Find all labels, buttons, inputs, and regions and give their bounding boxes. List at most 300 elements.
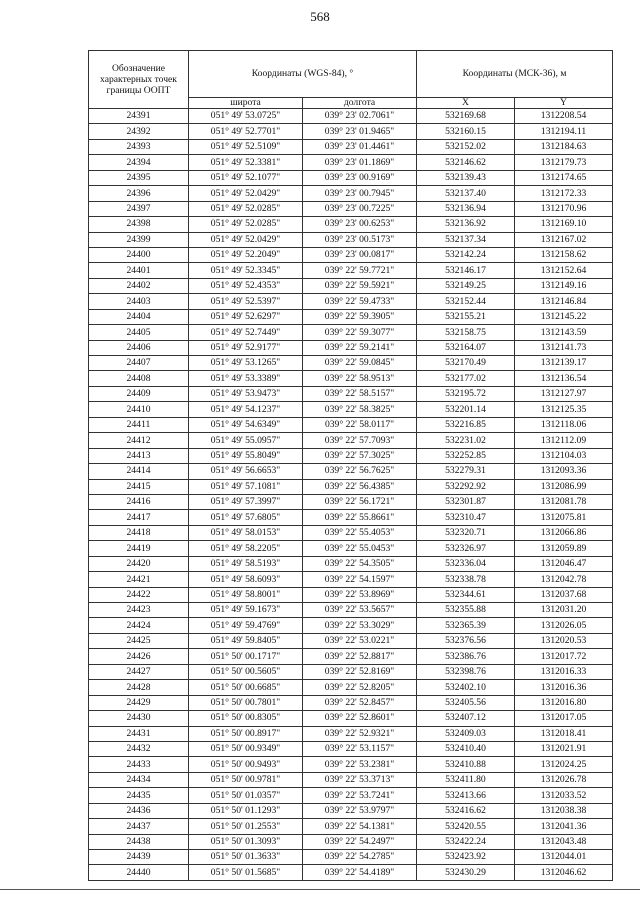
- cell-y: 1312046.47: [515, 556, 613, 571]
- table-row: [89, 618, 613, 633]
- cell-longitude: 039° 22' 52.8817": [303, 649, 417, 664]
- cell-point-id: 24437: [89, 819, 189, 834]
- cell-longitude: 039° 22' 52.8169": [303, 664, 417, 679]
- cell-x: 532169.68: [417, 109, 515, 124]
- table-row: [89, 726, 613, 741]
- table-row: [89, 417, 613, 432]
- cell-x: 532355.88: [417, 603, 515, 618]
- cell-x: 532158.75: [417, 325, 515, 340]
- cell-point-id: 24401: [89, 263, 189, 278]
- cell-y: 1312046.62: [515, 865, 613, 880]
- table-row: [89, 309, 613, 324]
- cell-point-id: 24418: [89, 525, 189, 540]
- table-row: [89, 386, 613, 401]
- table-row: [89, 433, 613, 448]
- cell-y: 1312149.16: [515, 278, 613, 293]
- cell-x: 532252.85: [417, 448, 515, 463]
- cell-latitude: 051° 50' 00.9781": [189, 772, 303, 787]
- cell-x: 532137.40: [417, 186, 515, 201]
- table-row: [89, 201, 613, 216]
- cell-point-id: 24426: [89, 649, 189, 664]
- cell-longitude: 039° 23' 00.7225": [303, 201, 417, 216]
- table-row: [89, 633, 613, 648]
- table-row: [89, 603, 613, 618]
- cell-x: 532405.56: [417, 695, 515, 710]
- table-row: [89, 494, 613, 509]
- cell-longitude: 039° 22' 59.5921": [303, 278, 417, 293]
- cell-x: 532177.02: [417, 371, 515, 386]
- table-row: [89, 541, 613, 556]
- cell-latitude: 051° 50' 01.0357": [189, 788, 303, 803]
- table-row: [89, 525, 613, 540]
- cell-longitude: 039° 22' 59.2141": [303, 340, 417, 355]
- cell-x: 532411.80: [417, 772, 515, 787]
- table-row: [89, 402, 613, 417]
- cell-point-id: 24417: [89, 510, 189, 525]
- cell-latitude: 051° 49' 57.6805": [189, 510, 303, 525]
- cell-latitude: 051° 49' 55.0957": [189, 433, 303, 448]
- table-body: [89, 109, 613, 881]
- cell-point-id: 24405: [89, 325, 189, 340]
- cell-x: 532231.02: [417, 433, 515, 448]
- cell-y: 1312104.03: [515, 448, 613, 463]
- cell-longitude: 039° 22' 53.0221": [303, 633, 417, 648]
- cell-longitude: 039° 22' 54.1597": [303, 572, 417, 587]
- cell-x: 532279.31: [417, 464, 515, 479]
- cell-x: 532410.88: [417, 757, 515, 772]
- cell-x: 532139.43: [417, 170, 515, 185]
- cell-point-id: 24393: [89, 139, 189, 154]
- cell-latitude: 051° 49' 52.7701": [189, 124, 303, 139]
- table-row: [89, 340, 613, 355]
- cell-point-id: 24430: [89, 711, 189, 726]
- cell-y: 1312041.36: [515, 819, 613, 834]
- cell-x: 532420.55: [417, 819, 515, 834]
- cell-longitude: 039° 23' 02.7061": [303, 109, 417, 124]
- cell-latitude: 051° 50' 01.5685": [189, 865, 303, 880]
- cell-x: 532152.02: [417, 139, 515, 154]
- table-row: [89, 325, 613, 340]
- cell-point-id: 24409: [89, 386, 189, 401]
- cell-x: 532164.07: [417, 340, 515, 355]
- cell-y: 1312118.06: [515, 417, 613, 432]
- table-row: [89, 711, 613, 726]
- cell-latitude: 051° 49' 59.4769": [189, 618, 303, 633]
- cell-latitude: 051° 49' 57.1081": [189, 479, 303, 494]
- cell-longitude: 039° 23' 00.6253": [303, 217, 417, 232]
- cell-longitude: 039° 22' 52.8601": [303, 711, 417, 726]
- cell-latitude: 051° 50' 01.3093": [189, 834, 303, 849]
- table-row: [89, 217, 613, 232]
- cell-y: 1312112.09: [515, 433, 613, 448]
- cell-y: 1312044.01: [515, 850, 613, 865]
- cell-latitude: 051° 50' 00.5605": [189, 664, 303, 679]
- cell-y: 1312031.20: [515, 603, 613, 618]
- cell-longitude: 039° 22' 53.5657": [303, 603, 417, 618]
- table-row: [89, 232, 613, 247]
- cell-point-id: 24414: [89, 464, 189, 479]
- cell-point-id: 24439: [89, 850, 189, 865]
- cell-y: 1312021.91: [515, 741, 613, 756]
- cell-longitude: 039° 22' 58.0117": [303, 417, 417, 432]
- coordinates-table: [88, 50, 613, 881]
- cell-longitude: 039° 22' 53.2381": [303, 757, 417, 772]
- cell-x: 532137.34: [417, 232, 515, 247]
- cell-y: 1312020.53: [515, 633, 613, 648]
- cell-point-id: 24429: [89, 695, 189, 710]
- cell-point-id: 24402: [89, 278, 189, 293]
- cell-x: 532410.40: [417, 741, 515, 756]
- cell-longitude: 039° 22' 59.0845": [303, 356, 417, 371]
- cell-point-id: 24410: [89, 402, 189, 417]
- cell-y: 1312016.80: [515, 695, 613, 710]
- table-row: [89, 865, 613, 880]
- cell-y: 1312158.62: [515, 247, 613, 262]
- cell-latitude: 051° 49' 52.0429": [189, 232, 303, 247]
- cell-x: 532310.47: [417, 510, 515, 525]
- cell-point-id: 24438: [89, 834, 189, 849]
- cell-point-id: 24415: [89, 479, 189, 494]
- cell-latitude: 051° 50' 00.8305": [189, 711, 303, 726]
- table-row: [89, 680, 613, 695]
- cell-latitude: 051° 49' 56.6653": [189, 464, 303, 479]
- cell-latitude: 051° 49' 54.1237": [189, 402, 303, 417]
- cell-latitude: 051° 49' 52.5397": [189, 294, 303, 309]
- table-row: [89, 247, 613, 262]
- cell-point-id: 24436: [89, 803, 189, 818]
- cell-latitude: 051° 50' 00.6685": [189, 680, 303, 695]
- cell-x: 532142.24: [417, 247, 515, 262]
- table-row: [89, 448, 613, 463]
- cell-latitude: 051° 49' 53.3389": [189, 371, 303, 386]
- cell-y: 1312033.52: [515, 788, 613, 803]
- cell-x: 532320.71: [417, 525, 515, 540]
- cell-x: 532170.49: [417, 356, 515, 371]
- cell-point-id: 24404: [89, 309, 189, 324]
- cell-longitude: 039° 22' 52.8457": [303, 695, 417, 710]
- cell-longitude: 039° 22' 55.4053": [303, 525, 417, 540]
- cell-x: 532409.03: [417, 726, 515, 741]
- cell-x: 532195.72: [417, 386, 515, 401]
- cell-y: 1312125.35: [515, 402, 613, 417]
- cell-longitude: 039° 23' 01.9465": [303, 124, 417, 139]
- cell-longitude: 039° 22' 59.3905": [303, 309, 417, 324]
- cell-latitude: 051° 49' 54.6349": [189, 417, 303, 432]
- cell-x: 532136.92: [417, 217, 515, 232]
- cell-y: 1312024.25: [515, 757, 613, 772]
- cell-y: 1312037.68: [515, 587, 613, 602]
- cell-latitude: 051° 49' 52.7449": [189, 325, 303, 340]
- cell-y: 1312146.84: [515, 294, 613, 309]
- cell-point-id: 24394: [89, 155, 189, 170]
- header-y: Y: [515, 98, 613, 109]
- cell-y: 1312136.54: [515, 371, 613, 386]
- cell-x: 532407.12: [417, 711, 515, 726]
- table-row: [89, 109, 613, 124]
- cell-longitude: 039° 23' 00.7945": [303, 186, 417, 201]
- header-point-designation: Обозначение характерных точек границы ООПТ: [89, 51, 189, 109]
- table-row: [89, 155, 613, 170]
- cell-latitude: 051° 49' 52.3381": [189, 155, 303, 170]
- cell-y: 1312167.02: [515, 232, 613, 247]
- cell-latitude: 051° 50' 00.7801": [189, 695, 303, 710]
- table-header: [89, 51, 613, 109]
- cell-latitude: 051° 49' 59.8405": [189, 633, 303, 648]
- table-row: [89, 510, 613, 525]
- cell-point-id: 24423: [89, 603, 189, 618]
- cell-x: 532160.15: [417, 124, 515, 139]
- cell-latitude: 051° 50' 01.2553": [189, 819, 303, 834]
- cell-y: 1312016.33: [515, 664, 613, 679]
- cell-x: 532344.61: [417, 587, 515, 602]
- cell-longitude: 039° 22' 54.4189": [303, 865, 417, 880]
- cell-point-id: 24413: [89, 448, 189, 463]
- cell-longitude: 039° 23' 01.1869": [303, 155, 417, 170]
- cell-point-id: 24399: [89, 232, 189, 247]
- table-row: [89, 587, 613, 602]
- cell-latitude: 051° 49' 55.8049": [189, 448, 303, 463]
- table-row: [89, 263, 613, 278]
- cell-x: 532146.17: [417, 263, 515, 278]
- cell-longitude: 039° 22' 53.7241": [303, 788, 417, 803]
- cell-longitude: 039° 22' 56.7625": [303, 464, 417, 479]
- cell-x: 532292.92: [417, 479, 515, 494]
- table-row: [89, 371, 613, 386]
- cell-y: 1312194.11: [515, 124, 613, 139]
- cell-point-id: 24411: [89, 417, 189, 432]
- cell-y: 1312016.36: [515, 680, 613, 695]
- cell-longitude: 039° 23' 00.9169": [303, 170, 417, 185]
- cell-longitude: 039° 22' 52.9321": [303, 726, 417, 741]
- cell-y: 1312139.17: [515, 356, 613, 371]
- cell-point-id: 24424: [89, 618, 189, 633]
- table-row: [89, 464, 613, 479]
- cell-latitude: 051° 49' 58.8001": [189, 587, 303, 602]
- cell-longitude: 039° 22' 56.4385": [303, 479, 417, 494]
- cell-longitude: 039° 23' 00.0817": [303, 247, 417, 262]
- table-row: [89, 479, 613, 494]
- cell-point-id: 24432: [89, 741, 189, 756]
- cell-x: 532416.62: [417, 803, 515, 818]
- table-row: [89, 572, 613, 587]
- cell-latitude: 051° 49' 53.1265": [189, 356, 303, 371]
- cell-x: 532402.10: [417, 680, 515, 695]
- cell-longitude: 039° 22' 55.8661": [303, 510, 417, 525]
- table-row: [89, 741, 613, 756]
- cell-y: 1312017.05: [515, 711, 613, 726]
- cell-y: 1312174.65: [515, 170, 613, 185]
- cell-x: 532336.04: [417, 556, 515, 571]
- cell-y: 1312018.41: [515, 726, 613, 741]
- cell-y: 1312208.54: [515, 109, 613, 124]
- cell-latitude: 051° 49' 52.2049": [189, 247, 303, 262]
- cell-latitude: 051° 49' 52.4353": [189, 278, 303, 293]
- cell-y: 1312038.38: [515, 803, 613, 818]
- cell-y: 1312086.99: [515, 479, 613, 494]
- cell-longitude: 039° 22' 57.7093": [303, 433, 417, 448]
- cell-x: 532136.94: [417, 201, 515, 216]
- table-row: [89, 649, 613, 664]
- cell-x: 532386.76: [417, 649, 515, 664]
- cell-longitude: 039° 22' 58.9513": [303, 371, 417, 386]
- cell-point-id: 24396: [89, 186, 189, 201]
- table-row: [89, 772, 613, 787]
- table-row: [89, 186, 613, 201]
- table-row: [89, 695, 613, 710]
- cell-latitude: 051° 49' 58.0153": [189, 525, 303, 540]
- cell-longitude: 039° 22' 54.2785": [303, 850, 417, 865]
- cell-longitude: 039° 22' 58.5157": [303, 386, 417, 401]
- cell-longitude: 039° 22' 57.3025": [303, 448, 417, 463]
- cell-x: 532146.62: [417, 155, 515, 170]
- cell-x: 532301.87: [417, 494, 515, 509]
- cell-longitude: 039° 22' 59.4733": [303, 294, 417, 309]
- cell-point-id: 24408: [89, 371, 189, 386]
- table-row: [89, 556, 613, 571]
- table-row: [89, 170, 613, 185]
- cell-y: 1312170.96: [515, 201, 613, 216]
- cell-x: 532376.56: [417, 633, 515, 648]
- cell-latitude: 051° 50' 00.9493": [189, 757, 303, 772]
- cell-latitude: 051° 49' 58.2205": [189, 541, 303, 556]
- table-row: [89, 664, 613, 679]
- cell-point-id: 24391: [89, 109, 189, 124]
- cell-y: 1312066.86: [515, 525, 613, 540]
- cell-longitude: 039° 22' 54.3505": [303, 556, 417, 571]
- cell-latitude: 051° 49' 53.0725": [189, 109, 303, 124]
- cell-longitude: 039° 22' 59.3077": [303, 325, 417, 340]
- table-row: [89, 850, 613, 865]
- cell-y: 1312026.05: [515, 618, 613, 633]
- cell-x: 532155.21: [417, 309, 515, 324]
- cell-point-id: 24431: [89, 726, 189, 741]
- cell-longitude: 039° 22' 54.1381": [303, 819, 417, 834]
- cell-y: 1312145.22: [515, 309, 613, 324]
- cell-latitude: 051° 50' 00.8917": [189, 726, 303, 741]
- cell-x: 532423.92: [417, 850, 515, 865]
- cell-longitude: 039° 22' 55.0453": [303, 541, 417, 556]
- cell-point-id: 24395: [89, 170, 189, 185]
- cell-y: 1312184.63: [515, 139, 613, 154]
- cell-y: 1312075.81: [515, 510, 613, 525]
- cell-latitude: 051° 49' 59.1673": [189, 603, 303, 618]
- cell-point-id: 24435: [89, 788, 189, 803]
- cell-point-id: 24403: [89, 294, 189, 309]
- cell-x: 532365.39: [417, 618, 515, 633]
- footer-divider: [0, 889, 640, 890]
- cell-x: 532413.66: [417, 788, 515, 803]
- cell-point-id: 24407: [89, 356, 189, 371]
- cell-point-id: 24421: [89, 572, 189, 587]
- cell-y: 1312026.78: [515, 772, 613, 787]
- table-row: [89, 757, 613, 772]
- table-row: [89, 834, 613, 849]
- cell-latitude: 051° 50' 00.9349": [189, 741, 303, 756]
- cell-point-id: 24433: [89, 757, 189, 772]
- cell-point-id: 24416: [89, 494, 189, 509]
- cell-x: 532326.97: [417, 541, 515, 556]
- cell-y: 1312017.72: [515, 649, 613, 664]
- cell-latitude: 051° 49' 52.5109": [189, 139, 303, 154]
- cell-latitude: 051° 49' 52.0429": [189, 186, 303, 201]
- cell-latitude: 051° 49' 52.9177": [189, 340, 303, 355]
- cell-point-id: 24412: [89, 433, 189, 448]
- cell-x: 532422.24: [417, 834, 515, 849]
- cell-point-id: 24440: [89, 865, 189, 880]
- cell-point-id: 24398: [89, 217, 189, 232]
- cell-longitude: 039° 22' 56.1721": [303, 494, 417, 509]
- cell-point-id: 24400: [89, 247, 189, 262]
- cell-y: 1312093.36: [515, 464, 613, 479]
- table-row: [89, 294, 613, 309]
- cell-y: 1312059.89: [515, 541, 613, 556]
- cell-longitude: 039° 22' 53.8969": [303, 587, 417, 602]
- cell-point-id: 24428: [89, 680, 189, 695]
- cell-longitude: 039° 22' 53.3713": [303, 772, 417, 787]
- cell-longitude: 039° 22' 53.1157": [303, 741, 417, 756]
- cell-x: 532338.78: [417, 572, 515, 587]
- cell-longitude: 039° 22' 59.7721": [303, 263, 417, 278]
- cell-point-id: 24427: [89, 664, 189, 679]
- cell-longitude: 039° 22' 58.3825": [303, 402, 417, 417]
- header-wgs84-coordinates: Координаты (WGS-84), °: [189, 51, 417, 98]
- cell-latitude: 051° 50' 01.3633": [189, 850, 303, 865]
- cell-latitude: 051° 49' 57.3997": [189, 494, 303, 509]
- cell-latitude: 051° 49' 52.0285": [189, 201, 303, 216]
- page-number: 568: [310, 9, 330, 24]
- cell-point-id: 24397: [89, 201, 189, 216]
- cell-latitude: 051° 49' 58.6093": [189, 572, 303, 587]
- cell-y: 1312172.33: [515, 186, 613, 201]
- cell-point-id: 24392: [89, 124, 189, 139]
- cell-latitude: 051° 50' 01.1293": [189, 803, 303, 818]
- table-row: [89, 819, 613, 834]
- cell-latitude: 051° 50' 00.1717": [189, 649, 303, 664]
- cell-point-id: 24420: [89, 556, 189, 571]
- table-row: [89, 278, 613, 293]
- header-longitude: долгота: [303, 98, 417, 109]
- cell-y: 1312169.10: [515, 217, 613, 232]
- table-row: [89, 356, 613, 371]
- cell-y: 1312141.73: [515, 340, 613, 355]
- header-x: X: [417, 98, 515, 109]
- cell-y: 1312143.59: [515, 325, 613, 340]
- cell-point-id: 24422: [89, 587, 189, 602]
- cell-x: 532398.76: [417, 664, 515, 679]
- cell-y: 1312179.73: [515, 155, 613, 170]
- cell-x: 532430.29: [417, 865, 515, 880]
- cell-latitude: 051° 49' 52.1077": [189, 170, 303, 185]
- cell-x: 532149.25: [417, 278, 515, 293]
- cell-latitude: 051° 49' 52.0285": [189, 217, 303, 232]
- cell-y: 1312081.78: [515, 494, 613, 509]
- cell-x: 532201.14: [417, 402, 515, 417]
- cell-y: 1312152.64: [515, 263, 613, 278]
- cell-y: 1312043.48: [515, 834, 613, 849]
- cell-point-id: 24434: [89, 772, 189, 787]
- table-row: [89, 139, 613, 154]
- cell-x: 532216.85: [417, 417, 515, 432]
- cell-y: 1312127.97: [515, 386, 613, 401]
- cell-latitude: 051° 49' 58.5193": [189, 556, 303, 571]
- cell-x: 532152.44: [417, 294, 515, 309]
- header-msk36-coordinates: Координаты (МСК-36), м: [417, 51, 613, 98]
- cell-point-id: 24419: [89, 541, 189, 556]
- cell-longitude: 039° 22' 53.9797": [303, 803, 417, 818]
- cell-longitude: 039° 22' 53.3029": [303, 618, 417, 633]
- table-row: [89, 124, 613, 139]
- cell-latitude: 051° 49' 52.6297": [189, 309, 303, 324]
